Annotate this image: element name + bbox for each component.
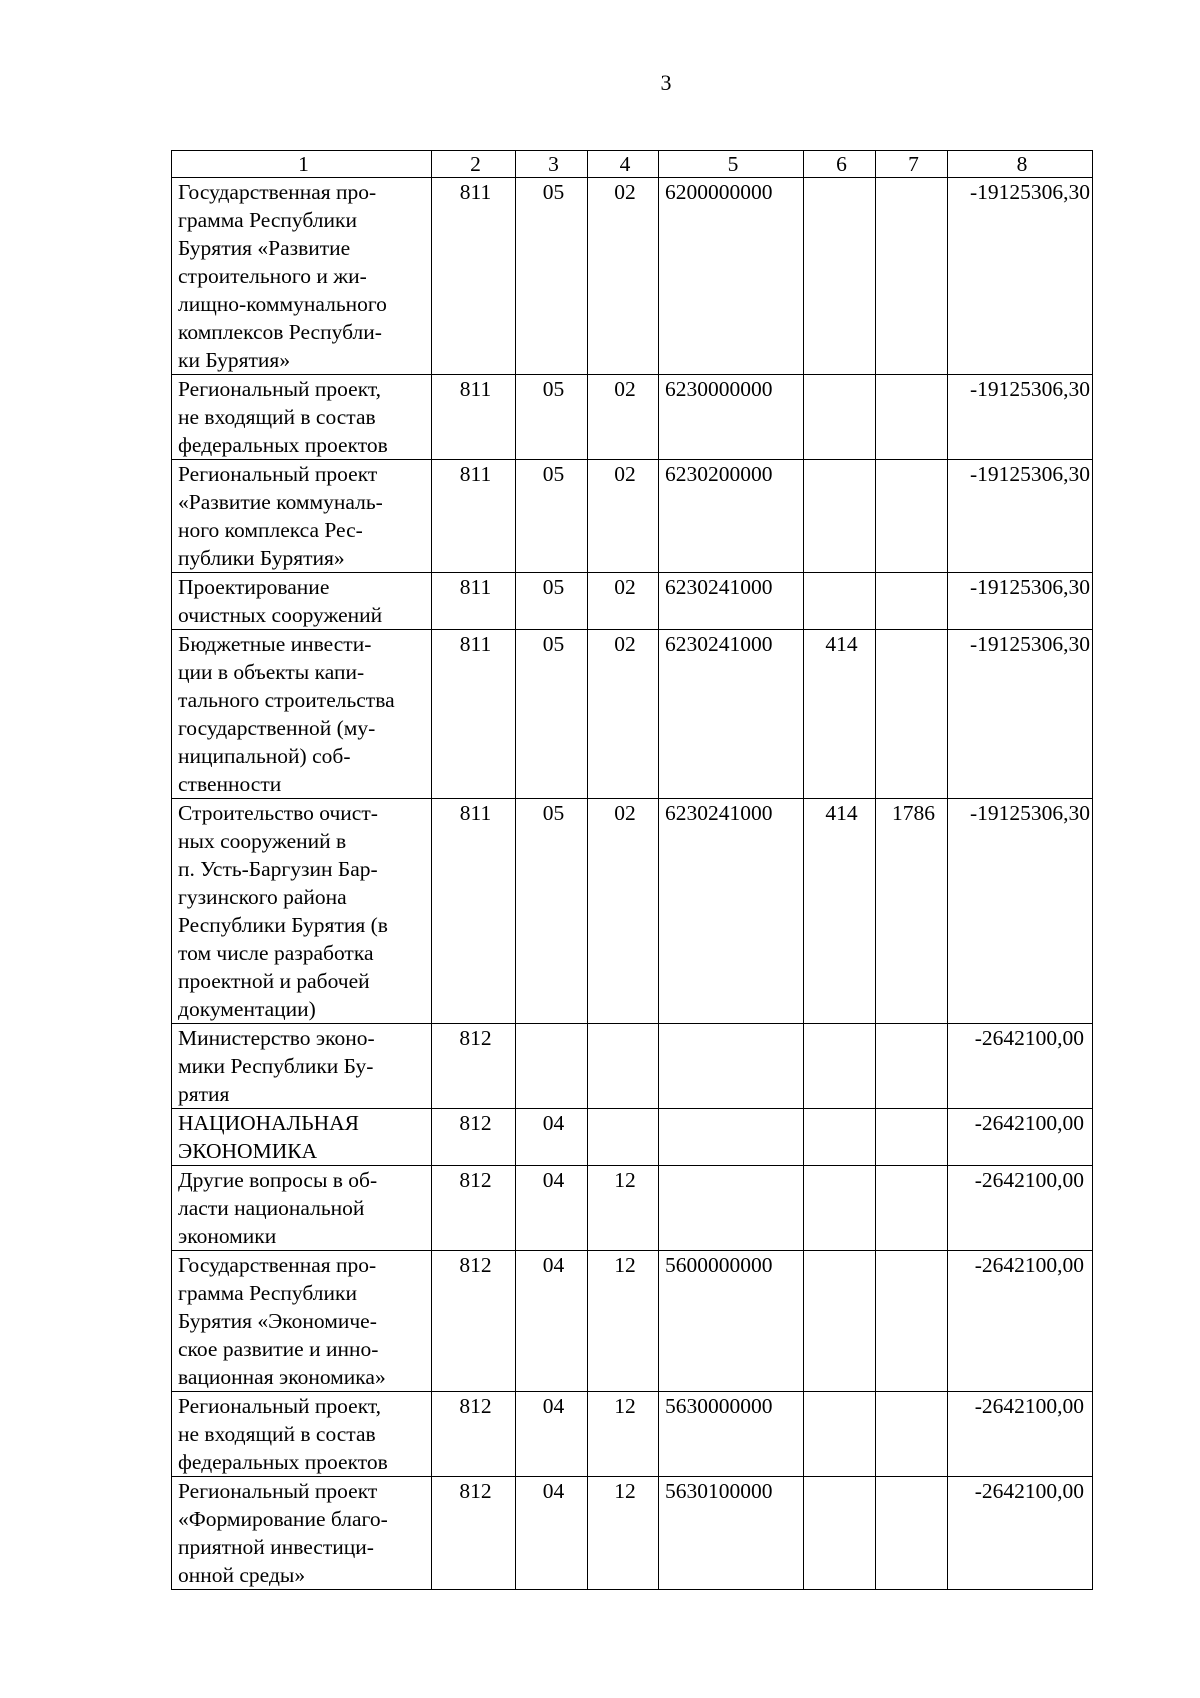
direction-code-cell: 1786 [876,799,948,1024]
section-cell: 04 [516,1166,588,1251]
direction-code-cell [876,1024,948,1109]
amount-cell: -2642100,00 [948,1024,1093,1109]
subsection-cell: 02 [588,630,659,799]
target-item-cell: 5630100000 [659,1477,804,1590]
target-item-cell [659,1166,804,1251]
subsection-cell [588,1024,659,1109]
header-cell: 8 [948,151,1093,178]
target-item-cell: 6200000000 [659,178,804,375]
target-item-cell: 6230241000 [659,573,804,630]
header-cell: 2 [432,151,516,178]
expense-type-cell: 414 [804,799,876,1024]
row-name-cell: Региональный проект, не входящий в состав федеральных проектов [172,375,432,460]
budget-table [171,150,1093,1590]
subsection-cell: 02 [588,375,659,460]
header-cell: 5 [659,151,804,178]
admin-code-cell: 811 [432,178,516,375]
header-row [172,151,1093,178]
subsection-cell: 12 [588,1251,659,1392]
amount-cell: -19125306,30 [948,799,1093,1024]
table-row [172,573,1093,630]
direction-code-cell [876,1392,948,1477]
table-row [172,1392,1093,1477]
section-cell: 05 [516,375,588,460]
row-name-cell: Бюджетные инвести- ции в объекты капи- тального строительства государственной (му- ниципальной) соб- ственности [172,630,432,799]
table-row [172,1024,1093,1109]
section-cell: 05 [516,799,588,1024]
section-cell: 05 [516,460,588,573]
amount-cell: -19125306,30 [948,460,1093,573]
row-name-cell: НАЦИОНАЛЬНАЯ ЭКОНОМИКА [172,1109,432,1166]
subsection-cell [588,1109,659,1166]
admin-code-cell: 812 [432,1392,516,1477]
section-cell: 04 [516,1251,588,1392]
direction-code-cell [876,573,948,630]
table-row [172,799,1093,1024]
admin-code-cell: 811 [432,799,516,1024]
subsection-cell: 02 [588,573,659,630]
direction-code-cell [876,1109,948,1166]
section-cell: 05 [516,178,588,375]
section-cell: 05 [516,630,588,799]
header-cell: 1 [172,151,432,178]
table-row [172,1166,1093,1251]
expense-type-cell [804,1166,876,1251]
amount-cell: -19125306,30 [948,375,1093,460]
table-row [172,178,1093,375]
table-row [172,630,1093,799]
target-item-cell: 5630000000 [659,1392,804,1477]
table-body [172,178,1093,1590]
table-row [172,1109,1093,1166]
expense-type-cell [804,1251,876,1392]
expense-type-cell [804,460,876,573]
row-name-cell: Государственная про- грамма Республики Бурятия «Развитие строительного и жи- лищно-коммунального комплексов Республи- ки Бурятия» [172,178,432,375]
amount-cell: -19125306,30 [948,573,1093,630]
amount-cell: -2642100,00 [948,1251,1093,1392]
target-item-cell: 6230241000 [659,630,804,799]
header-cell: 3 [516,151,588,178]
expense-type-cell: 414 [804,630,876,799]
amount-cell: -19125306,30 [948,630,1093,799]
amount-cell: -19125306,30 [948,178,1093,375]
header-cell: 4 [588,151,659,178]
row-name-cell: Другие вопросы в об- ласти национальной экономики [172,1166,432,1251]
section-cell: 05 [516,573,588,630]
direction-code-cell [876,178,948,375]
expense-type-cell [804,1024,876,1109]
direction-code-cell [876,1251,948,1392]
target-item-cell [659,1109,804,1166]
subsection-cell: 12 [588,1166,659,1251]
expense-type-cell [804,1109,876,1166]
subsection-cell: 02 [588,460,659,573]
expense-type-cell [804,1392,876,1477]
row-name-cell: Региональный проект «Развитие коммуналь- ного комплекса Рес- публики Бурятия» [172,460,432,573]
expense-type-cell [804,375,876,460]
subsection-cell: 02 [588,178,659,375]
admin-code-cell: 812 [432,1024,516,1109]
target-item-cell: 5600000000 [659,1251,804,1392]
subsection-cell: 12 [588,1392,659,1477]
row-name-cell: Региональный проект, не входящий в состав федеральных проектов [172,1392,432,1477]
direction-code-cell [876,375,948,460]
direction-code-cell [876,630,948,799]
admin-code-cell: 811 [432,630,516,799]
table-row [172,1477,1093,1590]
admin-code-cell: 811 [432,375,516,460]
amount-cell: -2642100,00 [948,1392,1093,1477]
direction-code-cell [876,1166,948,1251]
section-cell: 04 [516,1477,588,1590]
section-cell [516,1024,588,1109]
admin-code-cell: 812 [432,1109,516,1166]
admin-code-cell: 811 [432,460,516,573]
admin-code-cell: 812 [432,1166,516,1251]
section-cell: 04 [516,1392,588,1477]
subsection-cell: 12 [588,1477,659,1590]
row-name-cell: Государственная про- грамма Республики Бурятия «Экономиче- ское развитие и инно- вационная экономика» [172,1251,432,1392]
admin-code-cell: 812 [432,1477,516,1590]
direction-code-cell [876,460,948,573]
row-name-cell: Строительство очист- ных сооружений в п. Усть-Баргузин Бар- гузинского района Республики Бурятия (в том числе разработка проектной и рабочей документации) [172,799,432,1024]
target-item-cell: 6230200000 [659,460,804,573]
header-cell: 6 [804,151,876,178]
direction-code-cell [876,1477,948,1590]
expense-type-cell [804,573,876,630]
row-name-cell: Региональный проект «Формирование благо- приятной инвестици- онной среды» [172,1477,432,1590]
table-row [172,1251,1093,1392]
admin-code-cell: 812 [432,1251,516,1392]
target-item-cell: 6230241000 [659,799,804,1024]
section-cell: 04 [516,1109,588,1166]
target-item-cell: 6230000000 [659,375,804,460]
amount-cell: -2642100,00 [948,1166,1093,1251]
header-cell: 7 [876,151,948,178]
table-row [172,460,1093,573]
amount-cell: -2642100,00 [948,1109,1093,1166]
amount-cell: -2642100,00 [948,1477,1093,1590]
row-name-cell: Проектирование очистных сооружений [172,573,432,630]
admin-code-cell: 811 [432,573,516,630]
row-name-cell: Министерство эконо- мики Республики Бу- рятия [172,1024,432,1109]
target-item-cell [659,1024,804,1109]
subsection-cell: 02 [588,799,659,1024]
page-number: 3 [660,70,672,95]
table-row [172,375,1093,460]
expense-type-cell [804,1477,876,1590]
expense-type-cell [804,178,876,375]
